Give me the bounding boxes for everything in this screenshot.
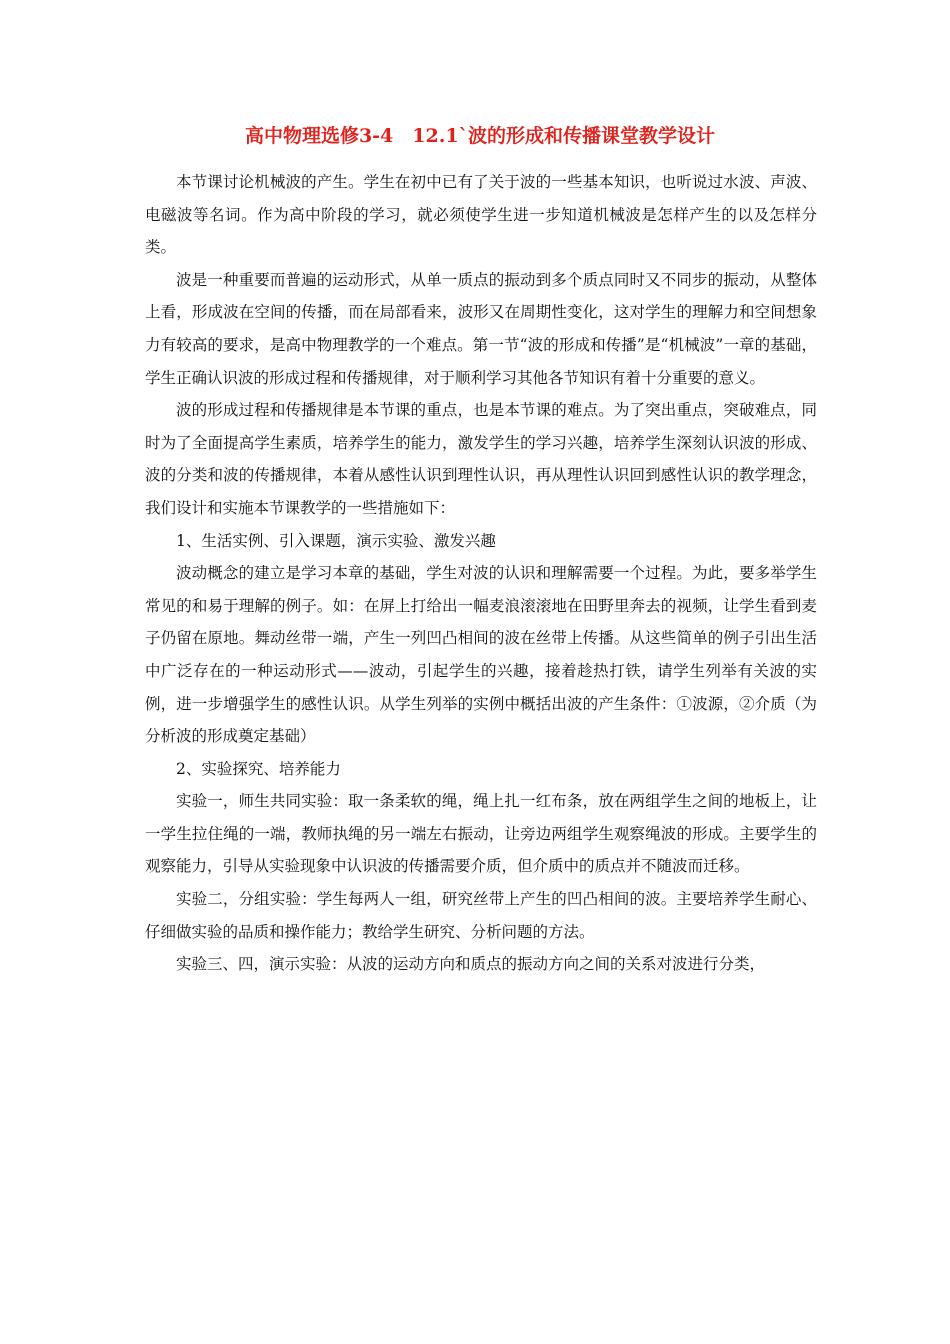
paragraph-wave-concept: 波动概念的建立是学习本章的基础，学生对波的认识和理解需要一个过程。为此，要多举学生常见的和易于理解的例子。如：在屏上打给出一幅麦浪滚滚地在田野里奔去的视频，让学生看到麦子仍留在原地。舞动丝带一端，产生一列凹凸相间的波在丝带上传播。从这些简单的例子引出生活中广泛存在的一种运动形式——波动，引起学生的兴趣，接着趁热打铁，请学生列举有关波的实例，进一步增强学生的感性认识。从学生列举的实例中概括出波的产生条件：①波源，②介质（为分析波的形成奠定基础） bbox=[145, 564, 817, 746]
paragraph-difficulty: 波是一种重要而普遍的运动形式，从单一质点的振动到多个质点同时又不同步的振动，从整体上看，形成波在空间的传播，而在局部看来，波形又在周期性变化，这对学生的理解力和空间想象力有较高的要求，是高中物理教学的一个难点。第一节“波的形成和传播”是“机械波”一章的基础，学生正确认识波的形成过程和传播规律，对于顺利学习其他各节知识有着十分重要的意义。 bbox=[145, 270, 817, 387]
paragraph-intro: 本节课讨论机械波的产生。学生在初中已有了关于波的一些基本知识，也听说过水波、声波、电磁波等名词。作为高中阶段的学习，就必须使学生进一步知道机械波是怎样产生的以及怎样分类。 bbox=[145, 173, 817, 257]
section-heading-1: 1、生活实例、引入课题，演示实验、激发兴趣 bbox=[176, 531, 496, 550]
section-heading-2: 2、实验探究、培养能力 bbox=[176, 759, 341, 778]
paragraph-key-points: 波的形成过程和传播规律是本节课的重点，也是本节课的难点。为了突出重点，突破难点，同时为了全面提高学生素质，培养学生的能力，激发学生的学习兴趣，培养学生深刻认识波的形成、波的分类和波的传播规律，本着从感性认识到理性认识，再从理性认识回到感性认识的教学理念，我们设计和实施本节课教学的一些措施如下： bbox=[145, 401, 817, 517]
paragraph-experiment-2: 实验二，分组实验：学生每两人一组，研究丝带上产生的凹凸相间的波。主要培养学生耐心、仔细做实验的品质和操作能力；教给学生研究、分析问题的方法。 bbox=[145, 890, 817, 941]
paragraph-experiment-3-4: 实验三、四，演示实验：从波的运动方向和质点的振动方向之间的关系对波进行分类， bbox=[176, 955, 766, 974]
paragraph-experiment-1: 实验一，师生共同实验：取一条柔软的绳，绳上扎一红布条，放在两组学生之间的地板上，让一学生拉住绳的一端，教师执绳的另一端左右振动，让旁边两组学生观察绳波的形成。主要学生的观察能力，引导从实验现象中认识波的传播需要介质，但介质中的质点并不随波而迁移。 bbox=[145, 792, 817, 876]
document-body bbox=[145, 166, 817, 981]
document-title: 高中物理选修3-4 12.1`波的形成和传播课堂教学设计 bbox=[244, 125, 716, 147]
